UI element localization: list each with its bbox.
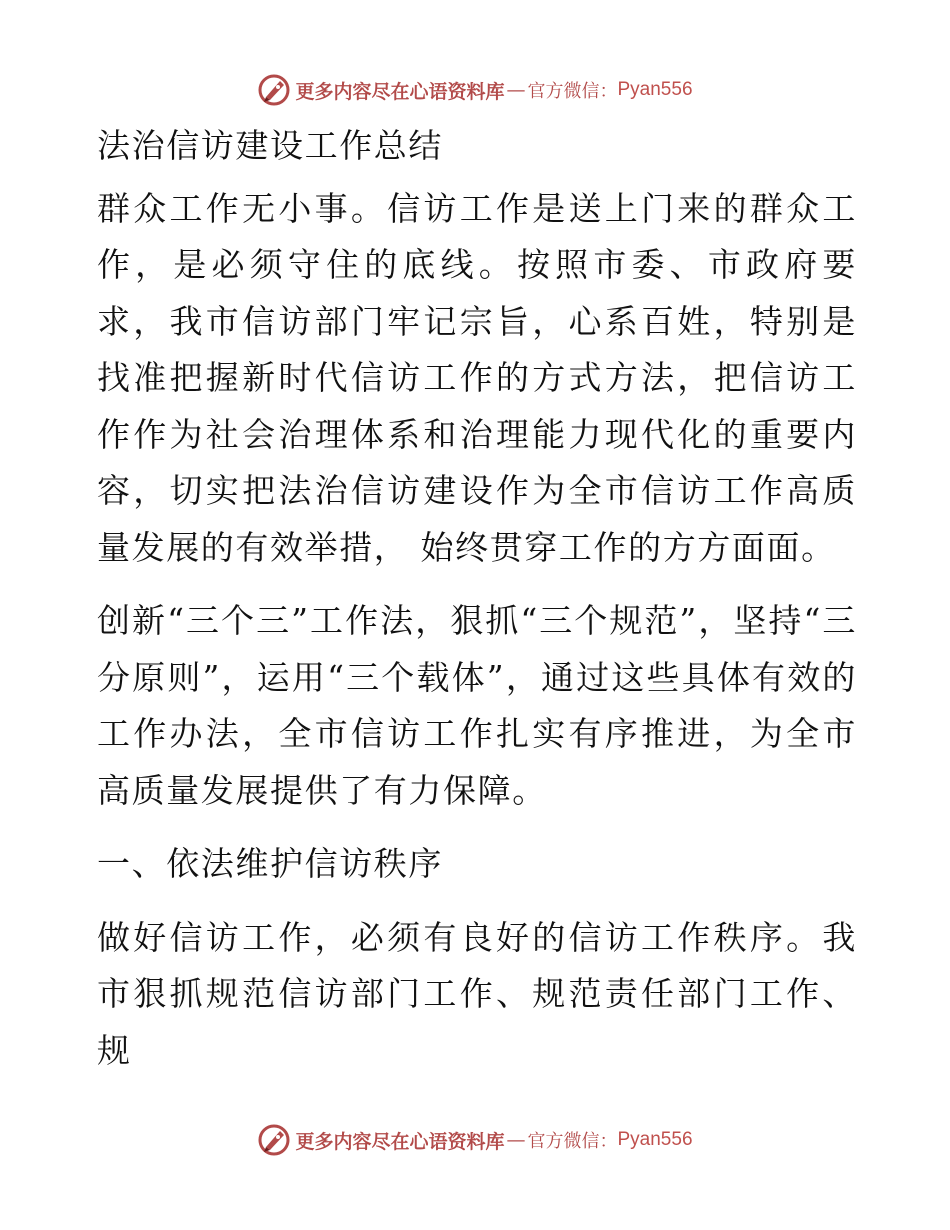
watermark-wechat-id: Pyan556 [617,79,693,100]
document-body [97,118,857,1096]
section-heading: 一、依法维护信访秩序 [97,844,443,883]
paragraph-order: 做好信访工作，必须有良好的信访工作秩序。我市狠抓规范信访部门工作、规范责任部门工作、规 [97,917,857,1070]
pen-logo-icon [257,1123,291,1157]
document-title: 法治信访建设工作总结 [97,126,443,165]
paragraph-method: 创新“三个三”工作法，狠抓“三个规范”，坚持“三分原则”，运用“三个载体”，通过这些具体有效的工作办法，全市信访工作扎实有序推进，为全市高质量发展提供了有力保障。 [97,601,857,810]
watermark-brand: 更多内容尽在心语资料库 [295,1130,505,1153]
paragraph-intro: 群众工作无小事。信访工作是送上门来的群众工作，是必须守住的底线。按照市委、市政府要求，我市信访部门牢记宗旨，心系百姓，特别是找准把握新时代信访工作的方式方法，把信访工作作为社会治理体系和治理能力现代化的重要内容，切实把法治信访建设作为全市信访工作高质量发展的有效举措， 始终贯穿工作的方方面面。 [97,188,857,567]
header-watermark [0,70,950,110]
watermark-wechat-label: 官方微信： [527,1131,618,1152]
pen-logo-icon [257,73,291,107]
watermark-dash: — [506,1129,526,1151]
watermark-wechat-label: 官方微信： [527,81,618,102]
footer-watermark [0,1120,950,1160]
watermark-brand: 更多内容尽在心语资料库 [295,80,505,103]
watermark-dash: — [506,79,526,101]
watermark-wechat-id: Pyan556 [617,1129,693,1150]
